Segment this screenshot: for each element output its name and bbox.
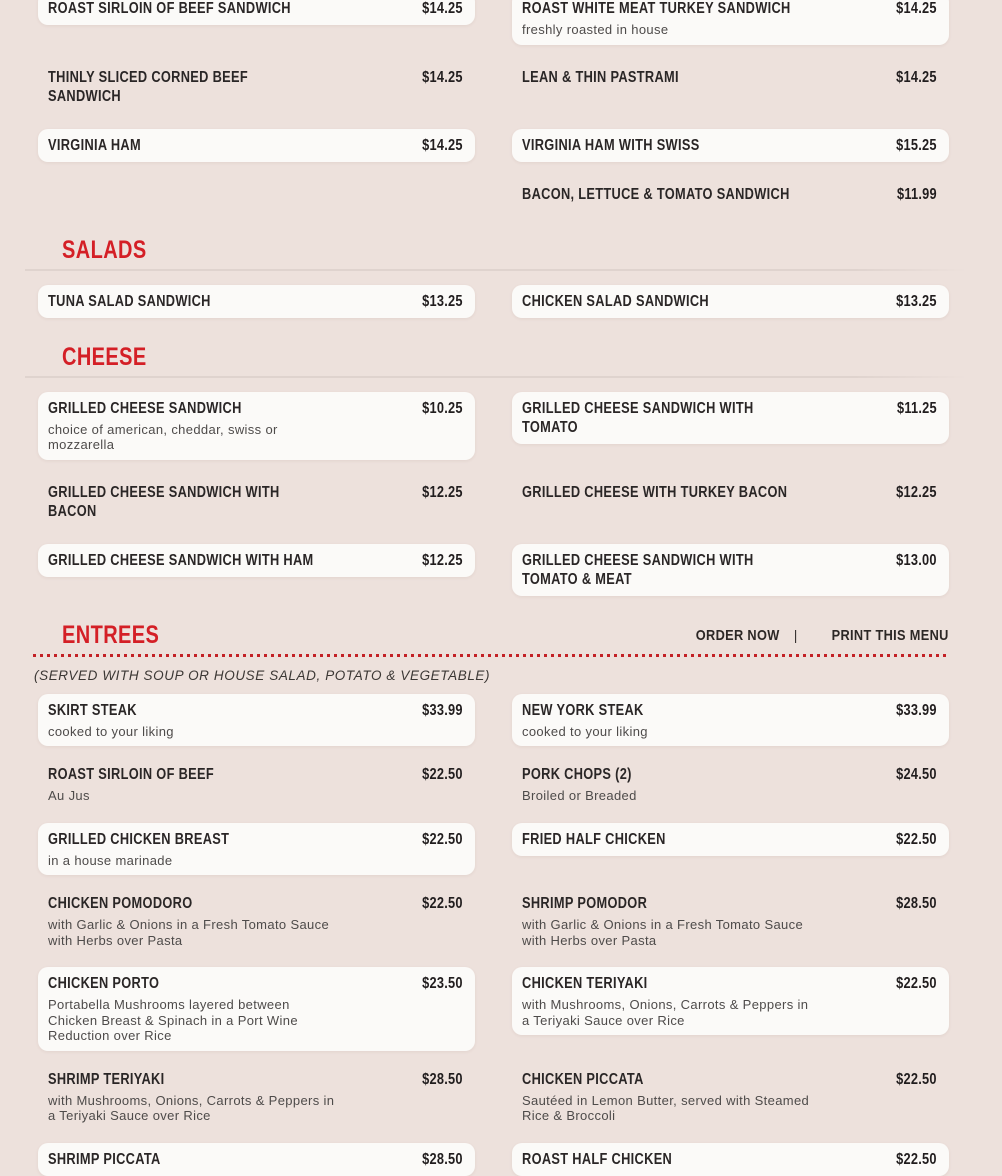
menu-item-desc: with Mushrooms, Onions, Carrots & Peppers in a Teriyaki Sauce over Rice — [48, 1092, 335, 1123]
menu-item-name: GRILLED CHEESE SANDWICH WITH BACON — [48, 483, 280, 520]
menu-item[interactable] — [38, 392, 475, 460]
menu-actions — [681, 627, 949, 650]
menu-item-name: CHICKEN SALAD SANDWICH — [522, 292, 709, 310]
section-header — [38, 620, 949, 650]
menu-item[interactable] — [512, 61, 949, 94]
item-head — [48, 399, 463, 418]
menu-item-name: CHICKEN PICCATA — [522, 1070, 644, 1088]
menu-item-desc: cooked to your liking — [522, 723, 648, 739]
menu-cell — [512, 758, 949, 811]
menu-item[interactable] — [512, 476, 949, 509]
menu-row — [38, 476, 949, 528]
menu-cell — [512, 1063, 949, 1131]
menu-item-price: $13.25 — [422, 292, 463, 310]
section-rows — [38, 285, 949, 318]
menu-item-desc: with Garlic & Onions in a Fresh Tomato Sauce with Herbs over Pasta — [522, 917, 804, 948]
menu-cell — [512, 967, 949, 1035]
section-header — [38, 235, 949, 265]
menu-row — [38, 129, 949, 162]
menu-item-desc: Portabella Mushrooms layered between Chicken Breast & Spinach in a Port Wine Reduction over Rice — [48, 997, 298, 1043]
item-head — [48, 68, 463, 106]
menu-item-desc: with Garlic & Onions in a Fresh Tomato Sauce with Herbs over Pasta — [48, 917, 330, 948]
menu-row — [38, 694, 949, 747]
item-head — [48, 701, 463, 720]
section-divider — [25, 269, 967, 271]
menu-cell — [512, 1143, 949, 1176]
item-head — [48, 292, 463, 311]
item-head — [522, 701, 937, 720]
menu-item-price: $12.25 — [896, 483, 937, 501]
menu-item-name: CHICKEN POMODORO — [48, 895, 193, 912]
menu-cell — [512, 823, 949, 856]
menu-cell — [38, 61, 475, 113]
menu-item-name: SHRIMP PICCATA — [48, 1150, 161, 1168]
menu-cell — [38, 1143, 475, 1176]
menu-item-name: CHICKEN TERIYAKI — [522, 975, 648, 992]
menu-cell — [38, 1063, 475, 1131]
menu-cell — [512, 61, 949, 94]
menu-cell — [512, 285, 949, 318]
menu-item-desc: in a house marinade — [48, 852, 173, 868]
menu-cell — [38, 0, 475, 25]
menu-item[interactable] — [38, 887, 475, 955]
menu-item-price: $28.50 — [896, 895, 937, 912]
menu-item[interactable] — [38, 544, 475, 577]
menu-item[interactable] — [512, 758, 949, 811]
menu-item-name: ROAST WHITE MEAT TURKEY SANDWICH — [522, 0, 791, 17]
menu-item[interactable] — [38, 285, 475, 318]
menu-row — [38, 544, 949, 596]
menu-item[interactable] — [38, 823, 475, 876]
menu-item[interactable] — [38, 1063, 475, 1131]
section-rows — [38, 694, 949, 1176]
menu-item[interactable] — [512, 887, 949, 955]
item-head — [522, 551, 937, 589]
menu-item-price: $22.50 — [896, 830, 937, 848]
menu-cell — [512, 392, 949, 444]
item-head — [48, 1070, 463, 1089]
menu-item[interactable] — [38, 476, 475, 528]
item-head — [48, 830, 463, 849]
menu-item-name: GRILLED CHEESE SANDWICH WITH TOMATO — [522, 399, 754, 436]
section-header — [38, 342, 949, 372]
menu-item-name: GRILLED CHEESE SANDWICH WITH HAM — [48, 551, 314, 569]
section-note: (SERVED WITH SOUP OR HOUSE SALAD, POTATO & VEGETABLE) — [34, 667, 491, 683]
menu-cell — [38, 887, 475, 955]
menu-row — [38, 887, 949, 955]
menu-item-desc: with Mushrooms, Onions, Carrots & Peppers in a Teriyaki Sauce over Rice — [522, 997, 809, 1028]
item-head — [522, 1070, 937, 1089]
menu-section-sandwiches — [38, 0, 949, 211]
menu-cell — [512, 476, 949, 509]
menu-cell — [38, 967, 475, 1051]
section-rows — [38, 392, 949, 596]
item-head — [522, 974, 937, 993]
menu-row — [38, 823, 949, 876]
menu-item-price: $12.25 — [422, 483, 463, 501]
menu-item-desc: cooked to your liking — [48, 723, 174, 739]
menu-item-name: BACON, LETTUCE & TOMATO SANDWICH — [522, 185, 790, 203]
menu-item-price: $22.50 — [896, 1070, 937, 1088]
menu-section-entrees — [34, 620, 949, 1176]
menu-item-price: $22.50 — [422, 766, 463, 783]
menu-item[interactable] — [38, 1143, 475, 1176]
menu-cell — [512, 887, 949, 955]
menu-item-price: $28.50 — [422, 1070, 463, 1088]
menu-cell — [38, 392, 475, 460]
item-head — [522, 0, 937, 18]
item-head — [48, 551, 463, 570]
menu-cell — [512, 0, 949, 45]
menu-cell — [38, 544, 475, 577]
menu-item-desc: choice of american, cheddar, swiss or mozzarella — [48, 421, 278, 452]
menu-section-salads — [38, 235, 949, 318]
menu-item[interactable] — [38, 0, 475, 25]
menu-item-price: $12.25 — [422, 551, 463, 569]
menu-item-desc: Broiled or Breaded — [522, 788, 637, 803]
menu-cell — [38, 823, 475, 876]
menu-item-price: $14.25 — [422, 0, 463, 17]
menu-item-name: NEW YORK STEAK — [522, 701, 644, 719]
item-head — [522, 292, 937, 311]
menu-item-desc: freshly roasted in house — [522, 22, 669, 37]
menu-row — [38, 285, 949, 318]
menu-item-price: $22.50 — [896, 975, 937, 992]
menu-item-name: TUNA SALAD SANDWICH — [48, 292, 211, 310]
section-divider — [33, 654, 949, 657]
section-rows — [38, 0, 949, 211]
menu-item-price: $22.50 — [422, 895, 463, 912]
menu-cell — [38, 129, 475, 162]
menu-item-name: GRILLED CHEESE SANDWICH — [48, 399, 242, 417]
menu-row — [38, 392, 949, 460]
menu-row — [38, 178, 949, 211]
order-now-link[interactable]: ORDER NOW — [695, 626, 780, 644]
item-head — [522, 765, 937, 784]
menu-item-price: $10.25 — [422, 399, 463, 417]
menu-item[interactable] — [512, 0, 949, 45]
menu-item-name: VIRGINIA HAM — [48, 136, 141, 154]
item-head — [48, 765, 463, 784]
menu-item[interactable] — [512, 392, 949, 444]
menu-cell — [38, 476, 475, 528]
menu-item-name: PORK CHOPS (2) — [522, 766, 632, 783]
menu-item-name: VIRGINIA HAM WITH SWISS — [522, 136, 700, 154]
menu-item[interactable] — [512, 544, 949, 596]
menu-item[interactable] — [38, 61, 475, 113]
item-head — [48, 483, 463, 521]
menu-item-price: $24.50 — [896, 766, 937, 783]
menu-item-name: GRILLED CHEESE WITH TURKEY BACON — [522, 483, 788, 501]
menu-item-desc: Au Jus — [48, 788, 90, 803]
menu-item-price: $23.50 — [422, 975, 463, 992]
menu-item[interactable] — [38, 129, 475, 162]
item-head — [522, 830, 937, 849]
menu-cell — [512, 544, 949, 596]
menu-item-desc: Sautéed in Lemon Butter, served with Steamed Rice & Broccoli — [522, 1092, 810, 1123]
menu-cell — [512, 694, 949, 747]
menu-item-price: $11.99 — [897, 185, 937, 203]
menu-item-price: $14.25 — [422, 68, 463, 86]
item-head — [48, 974, 463, 993]
menu-item-price: $28.50 — [422, 1150, 463, 1168]
menu-item-price: $22.50 — [422, 830, 463, 848]
menu-item-name: GRILLED CHEESE SANDWICH WITH TOMATO & MEAT — [522, 551, 754, 588]
menu-row — [38, 1143, 949, 1176]
menu-item-name: SKIRT STEAK — [48, 701, 137, 719]
print-menu-link[interactable]: PRINT THIS MENU — [831, 626, 949, 644]
menu-item-price: $14.25 — [896, 0, 937, 17]
menu-item[interactable] — [512, 823, 949, 856]
menu-item-name: GRILLED CHICKEN BREAST — [48, 830, 230, 848]
menu-item-name: ROAST HALF CHICKEN — [522, 1150, 673, 1168]
menu-item-name: ROAST SIRLOIN OF BEEF — [48, 766, 215, 783]
item-head — [522, 399, 937, 437]
menu-row — [38, 758, 949, 811]
menu-item-name: LEAN & THIN PASTRAMI — [522, 68, 679, 86]
menu-cell — [38, 758, 475, 811]
menu-row — [38, 0, 949, 45]
menu-cell — [38, 285, 475, 318]
menu-item-price: $33.99 — [896, 701, 937, 719]
menu-item-price: $22.50 — [896, 1150, 937, 1168]
menu-item[interactable] — [512, 1063, 949, 1131]
menu-item-name: FRIED HALF CHICKEN — [522, 830, 666, 848]
item-head — [522, 68, 937, 87]
menu-item-price: $13.00 — [896, 551, 937, 569]
section-heading: CHEESE — [62, 342, 147, 371]
menu-item-name: SHRIMP TERIYAKI — [48, 1070, 165, 1088]
item-head — [522, 185, 937, 204]
menu-item[interactable] — [38, 694, 475, 747]
menu-item-price: $11.25 — [897, 399, 937, 417]
menu-item-name: THINLY SLICED CORNED BEEF SANDWICH — [48, 68, 249, 105]
item-head — [48, 1150, 463, 1169]
menu-row — [38, 61, 949, 113]
menu-item[interactable] — [38, 758, 475, 811]
menu-item-price: $14.25 — [896, 68, 937, 86]
actions-divider: | — [793, 627, 798, 643]
menu-item-price: $15.25 — [896, 136, 937, 154]
menu-item[interactable] — [512, 1143, 949, 1176]
menu-item[interactable] — [38, 967, 475, 1051]
menu-cell — [512, 129, 949, 162]
menu-cell — [38, 694, 475, 747]
menu-item[interactable] — [512, 967, 949, 1035]
item-head — [48, 0, 463, 18]
menu-item[interactable] — [512, 178, 949, 211]
menu-item-price: $13.25 — [896, 292, 937, 310]
menu-cell — [512, 178, 949, 211]
menu-item[interactable] — [512, 285, 949, 318]
item-head — [48, 136, 463, 155]
item-head — [522, 136, 937, 155]
menu-item-name: ROAST SIRLOIN OF BEEF SANDWICH — [48, 0, 291, 17]
menu-item-name: SHRIMP POMODOR — [522, 895, 648, 912]
section-divider — [25, 376, 967, 378]
menu-row — [38, 1063, 949, 1131]
menu-section-cheese — [38, 342, 949, 596]
section-heading: SALADS — [62, 235, 147, 264]
menu-item[interactable] — [512, 694, 949, 747]
menu-item-price: $33.99 — [422, 701, 463, 719]
item-head — [48, 894, 463, 913]
menu-row — [38, 967, 949, 1051]
menu-item[interactable] — [512, 129, 949, 162]
menu-item-name: CHICKEN PORTO — [48, 975, 160, 992]
menu-item-price: $14.25 — [422, 136, 463, 154]
item-head — [522, 894, 937, 913]
item-head — [522, 1150, 937, 1169]
item-head — [522, 483, 937, 502]
section-heading: ENTREES — [62, 620, 160, 649]
